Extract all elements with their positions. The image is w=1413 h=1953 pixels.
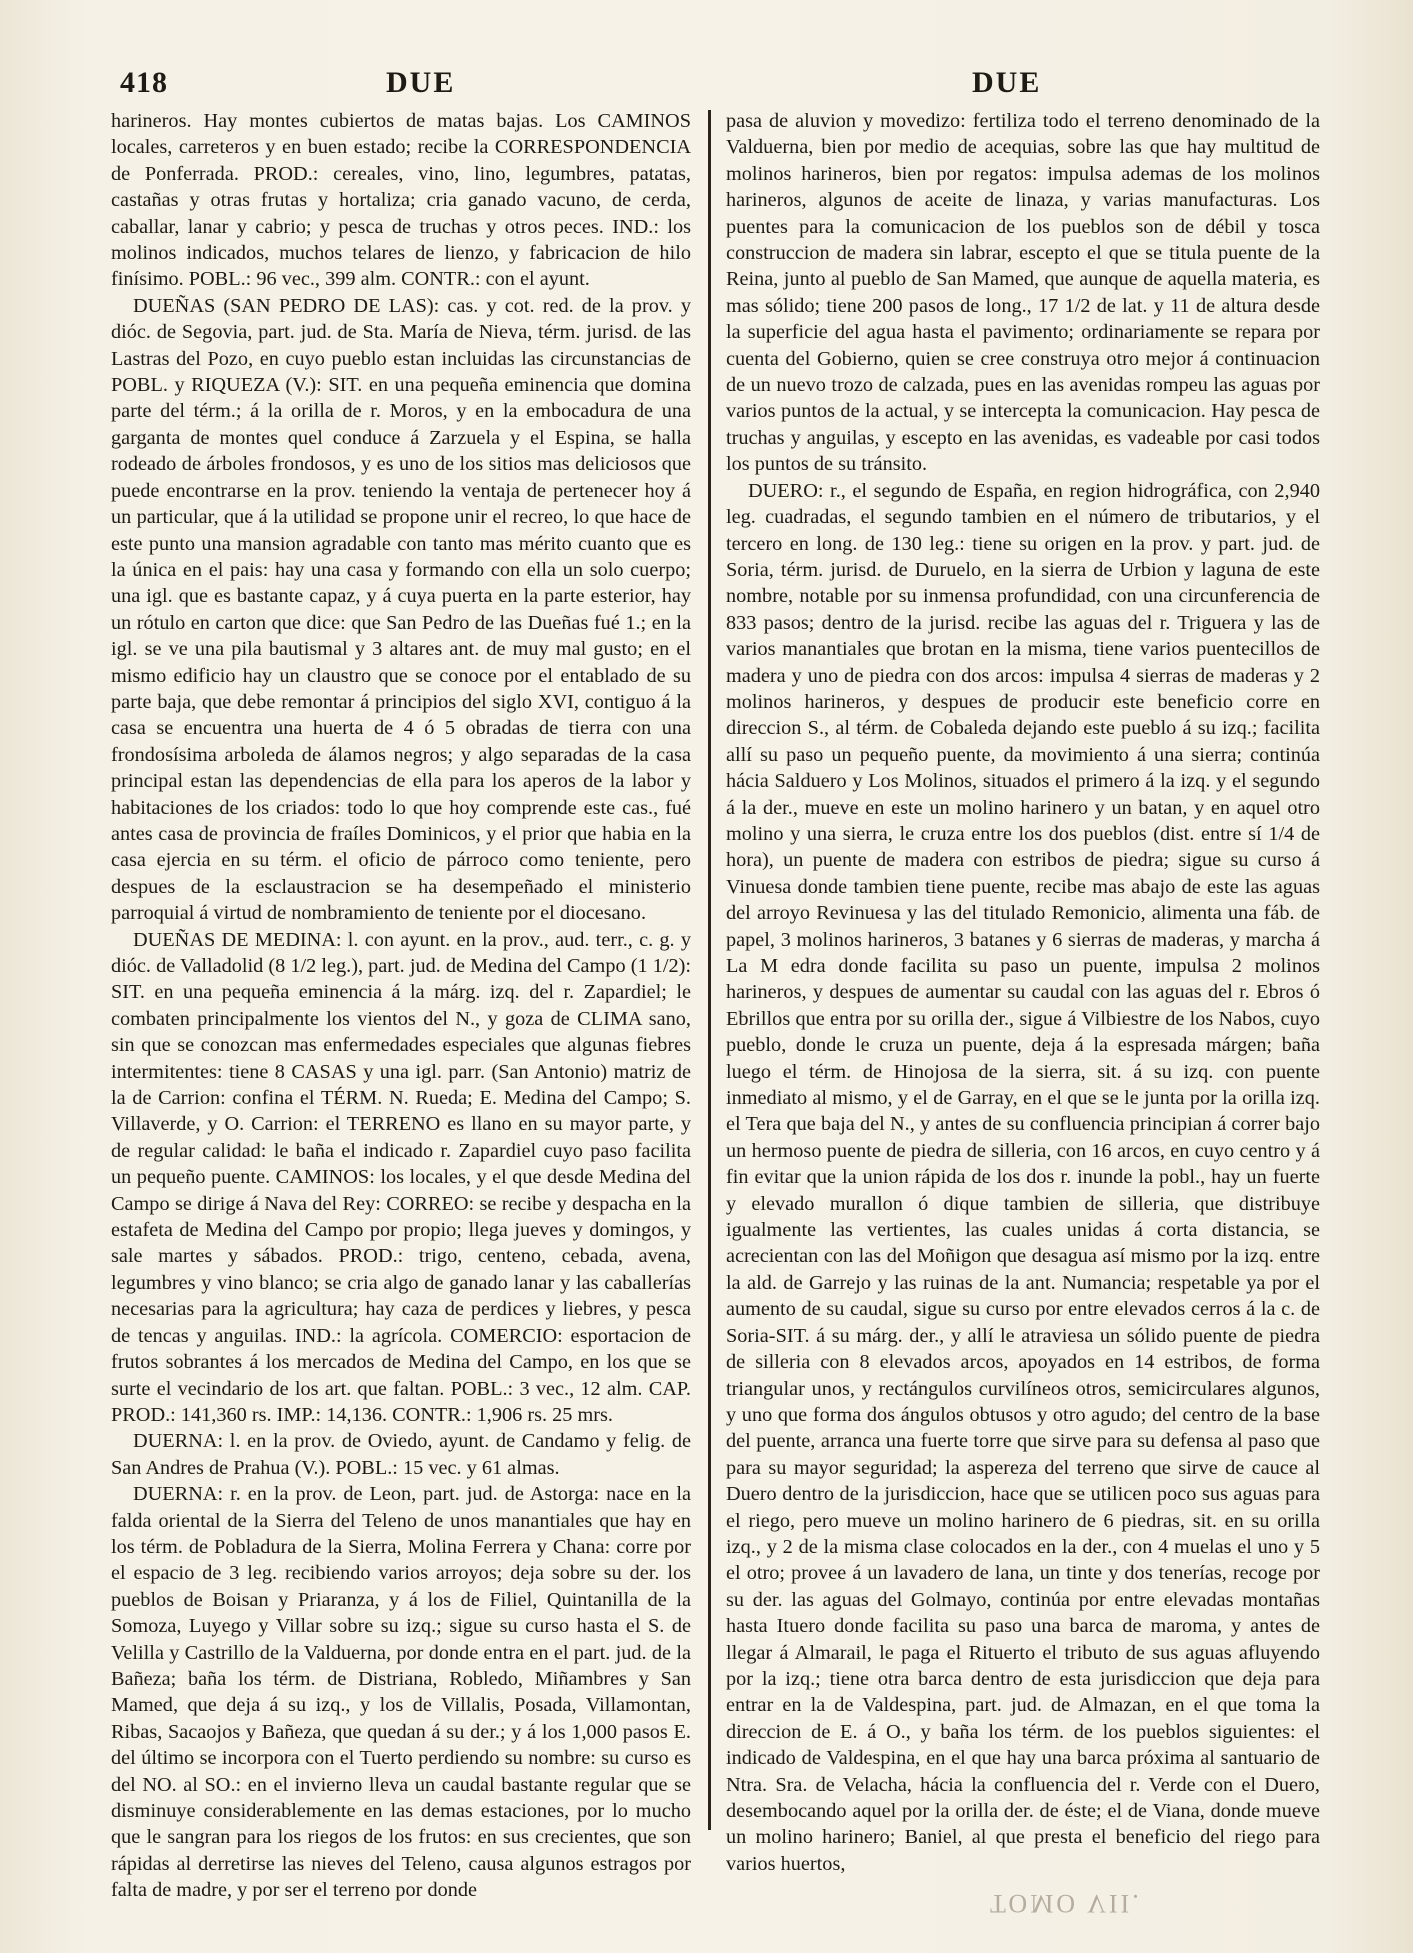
- entry-duerna-rio: DUERNA: r. en la prov. de Leon, part. jud. de Astorga: nace en la falda oriental de la Sierra del Teleno de unos manantiales que hay en los térm. de Pobladura de la Sierra, Molina Ferrera y Chana: corre por el espacio de 3 leg. recibiendo varios arroyos; deja sobre su der. los pueblos de Boisan y Priaranza, y á los de Filiel, Quintanilla de la Somoza, Luyego y Villar sobre su izq.; sigue su curso hasta el S. de Velilla y Castrillo de la Valduerna, por donde entra en el part. jud. de la Bañeza; baña los térm. de Distriana, Robledo, Miñambres y San Mamed, que deja á su izq., y los de Villalis, Posada, Villamontan, Ribas, Sacaojos y Bañeza, que quedan á su der.; y á los 1,000 pasos E. del último se incorpora con el Tuerto perdiendo su nombre: su curso es del NO. al SO.: en el invierno lleva un caudal bastante regular que se disminuye considerablemente en las demas estaciones, por lo mucho que le sangran para los riegos de los frutos: en sus crecientes, que son rápidas al derretirse las nieves del Teleno, causa algunos estragos por falta de madre, y por ser el terreno por donde: [111, 1483, 691, 1902]
- entry-duero: DUERO: r., el segundo de España, en region hidrográfica, con 2,940 leg. cuadradas, el segundo tambien en el número de tributarios, y el tercero en long. de 130 leg.: tiene su origen en la prov. y part. jud. de Soria, térm. jurisd. de Duruelo, en la sierra de Urbion y laguna de este nombre, notable por su inmensa profundidad, con una circunferencia de 833 pasos; dentro de la jurisd. recibe las aguas del r. Triguera y las de varios manantiales que brotan en la misma, tiene varios puentecillos de madera y uno de piedra con dos arcos: impulsa 4 sierras de maderas y 2 molinos harineros, y despues de producir este beneficio corre en direccion S., al térm. de Cobaleda dejando este pueblo á su izq.; facilita allí su paso un pequeño puente, da movimiento á una sierra; continúa hácia Salduero y Los Molinos, situados el primero á la izq. y el segundo á la der., mueve en este un molino harinero y un batan, y en aquel otro molino y una sierra, le cruza entre los dos pueblos (dist. entre sí 1/4 de hora), un puente de madera con estribos de piedra; sigue su curso á Vinuesa donde tambien tiene puente, recibe mas abajo de este las aguas del arroyo Revinuesa y las del titulado Remonicio, alimenta una fáb. de papel, 3 molinos harineros, 3 batanes y 6 sierras de maderas, y marcha á La M edra donde facilita su paso un puente, impulsa 2 molinos harineros, y despues de aumentar su caudal con las aguas del r. Ebros ó Ebrillos que entra por su orilla der., sigue á Vilbiestre de los Nabos, cuyo pueblo, donde le cruza un puente, deja á la espresada márgen; baña luego el térm. de Hinojosa de la sierra, sit. á su izq. con puente inmediato al mismo, y el de Garray, en el que se le junta por la orilla izq. el Tera que baja del N., y antes de su confluencia principian á correr bajo un hermoso puente de piedra de silleria, con 16 arcos, en cuyo centro y á fin evitar que la union rápida de los dos r. inunde la pobl., hay un fuerte y elevado murallon ó dique tambien de silleria, que distribuye igualmente las vertientes, las cuales unidas á corta distancia, se acrecientan con las del Moñigon que desagua así mismo por la izq. entre la ald. de Garrejo y las ruinas de la ant. Numancia; respetable ya por el aumento de su caudal, sigue su curso por entre elevados cerros á la c. de Soria-SIT. á su márg. der., y allí le atraviesa un sólido puente de piedra de silleria con 8 elevados arcos, apoyados en 14 estribos, de forma triangular unos, y rectángulos curvilíneos otros, semicirculares algunos, y uno que forma dos ángulos obtusos y otro agudo; del centro de la base del puente, arranca una fuerte torre que sirve para su defensa al paso que para su mayor seguridad; la aspereza del terreno que sirve de cauce al Duero dentro de la jurisdiccion, hace que se utilicen poco sus aguas para el riego, pero mueve un molino harinero de 6 piedras, sit. en su orilla izq., y 2 de la misma clase colocados en la der., con 4 muelas el uno y 5 el otro; provee á un lavadero de lana, un tinte y dos tenerías, recoge por su der. las aguas del Golmayo, continúa por entre elevadas montañas hasta Ituero donde facilita su paso una barca de maroma, y antes de llegar á Almarail, le paga el Rituerto el tributo de sus aguas afluyendo por la izq.; tiene otra barca dentro de esta jurisdiccion que deja para entrar en la de Valdespina, part. jud. de Almazan, en el que toma la direccion de E. á O., y baña los térm. de los pueblos siguientes: el indicado de Valdespina, en el que hay una barca próxima al santuario de Ntra. Sra. de Velacha, hácia la confluencia del r. Verde con el Duero, desembocando aquel por la orilla der. de éste; el de Viana, donde mueve un molino harinero; Baniel, al que presta el beneficio del riego para varios huertos,: [726, 479, 1320, 1875]
- entry-duenas-de-medina: DUEÑAS DE MEDINA: l. con ayunt. en la prov., aud. terr., c. g. y dióc. de Valladolid (8 1/2 leg.), part. jud. de Medina del Campo (1 1/2): SIT. en una pequeña eminencia á la márg. izq. del r. Zapardiel; le combaten principalmente los vientos del N., y goza de CLIMA sano, sin que se conozcan mas enfermedades especiales que algunas fiebres intermitentes: tiene 8 CASAS y una igl. parr. (San Antonio) matriz de la de Carrion: confina el TÉRM. N. Rueda; E. Medina del Campo; S. Villaverde, y O. Carrion: el TERRENO es llano en su mayor parte, y de regular calidad: le baña el indicado r. Zapardiel cuyo paso facilita un pequeño puente. CAMINOS: los locales, y el que desde Medina del Campo se dirige á Nava del Rey: CORREO: se recibe y despacha en la estafeta de Medina del Campo por propio; llega jueves y domingos, y sale martes y sábados. PROD.: trigo, centeno, cebada, avena, legumbres y vino blanco; se cria algo de ganado lanar y las caballerías necesarias para la agricultura; hay caza de perdices y liebres, y pesca de tencas y anguilas. IND.: la agrícola. COMERCIO: esportacion de frutos sobrantes á los mercados de Medina del Campo, en los que se surte el vecindario de los art. que faltan. POBL.: 3 vec., 12 alm. CAP. PROD.: 141,360 rs. IMP.: 14,136. CONTR.: 1,906 rs. 25 mrs.: [111, 928, 691, 1426]
- running-head-right: DUE: [972, 66, 1042, 99]
- running-head-left: DUE: [386, 66, 456, 99]
- paragraph: harineros. Hay montes cubiertos de matas bajas. Los CAMINOS locales, carreteros y en buen estado; recibe la CORRESPONDENCIA de Ponferrada. PROD.: cereales, vino, lino, legumbres, patatas, castañas y otras frutas y hortaliza; cria ganado vacuno, de cerda, caballar, lanar y cabrio; y pesca de truchas y otros peces. IND.: los molinos indicados, muchos telares de lienzo, y fabricacion de hilo finísimo. POBL.: 96 vec., 399 alm. CONTR.: con el ayunt.: [111, 110, 691, 291]
- page-number: 418: [120, 66, 168, 99]
- entry-duerna-oviedo: DUERNA: l. en la prov. de Oviedo, ayunt. de Candamo y felig. de San Andres de Prahua (V.). POBL.: 15 vec. y 61 almas.: [111, 1430, 691, 1479]
- page-header: [120, 66, 1330, 106]
- entry-duenas-san-pedro: DUEÑAS (SAN PEDRO DE LAS): cas. y cot. red. de la prov. y dióc. de Segovia, part. jud. de Sta. María de Nieva, térm. jurisd. de las Lastras del Pozo, en cuyo pueblo estan incluidas las circunstancias de POBL. y RIQUEZA (V.): SIT. en una pequeña eminencia que domina parte del térm.; á la orilla de r. Moros, y en la embocadura de una garganta de montes quel conduce á Zarzuela y el Espina, se halla rodeado de árboles frondosos, y es uno de los sitios mas deliciosos que puede encontrarse en la prov. teniendo la ventaja de pertenecer hoy á un particular, que á la utilidad se propone unir el recreo, lo que hace de este punto una mansion agradable con tanto mas mérito cuanto que es la única en el pais: hay una casa y formando con ella un solo cuerpo; una igl. que es bastante capaz, y á cuya puerta en la parte esterior, hay un rótulo en carton que dice: que San Pedro de las Dueñas fué 1.; en la igl. se ve una pila bautismal y 3 altares ant. de muy mal gusto; en el mismo edificio hay un claustro que se conoce por el entablado de su parte baja, que debe remontar á principios del siglo XVI, contiguo á la casa se encuentra una huerta de 4 ó 5 obradas de tierra con una frondosísima arboleda de álamos negros; y algo separadas de la casa principal estan las dependencias de ella para los aperos de la labor y habitaciones de los criados: todo lo que hoy comprende este cas., fué antes casa de provincia de fraíles Dominicos, y el prior que habia en la casa ejercia en su térm. el oficio de párroco como teniente, pero despues de la esclaustracion se ha desempeñado el ministerio parroquial á virtud de nombramiento de teniente por el diocesano.: [111, 294, 691, 925]
- left-column: [111, 108, 691, 1904]
- bleed-through-footer: TOMO VII.: [990, 1889, 1142, 1918]
- column-divider: [708, 110, 711, 1830]
- right-column: [726, 108, 1320, 1877]
- paragraph: pasa de aluvion y movedizo: fertiliza todo el terreno denominado de la Valduerna, bien por medio de acequias, sobre las que hay multitud de molinos harineros, bien por regatos: impulsa ademas de los molinos harineros, algunos de aceite de linaza, y varias manufacturas. Los puentes para la comunicacion de los pueblos son de débil y tosca construccion de madera sin labrar, escepto el que se titula puente de la Reina, junto al pueblo de San Mamed, que aunque de aquella materia, es mas sólido; tiene 200 pasos de long., 17 1/2 de lat. y 11 de altura desde la superficie del agua hasta el pavimento; ordinariamente se repara por cuenta del Gobierno, quien se cree construya otro mejor á continuacion de un nuevo trozo de calzada, pues en las avenidas rompeu las aguas por varios puntos de la actual, y se intercepta la comunicacion. Hay pesca de truchas y anguilas, y escepto en las avenidas, es vadeable por casi todos los puntos de su tránsito.: [726, 110, 1320, 476]
